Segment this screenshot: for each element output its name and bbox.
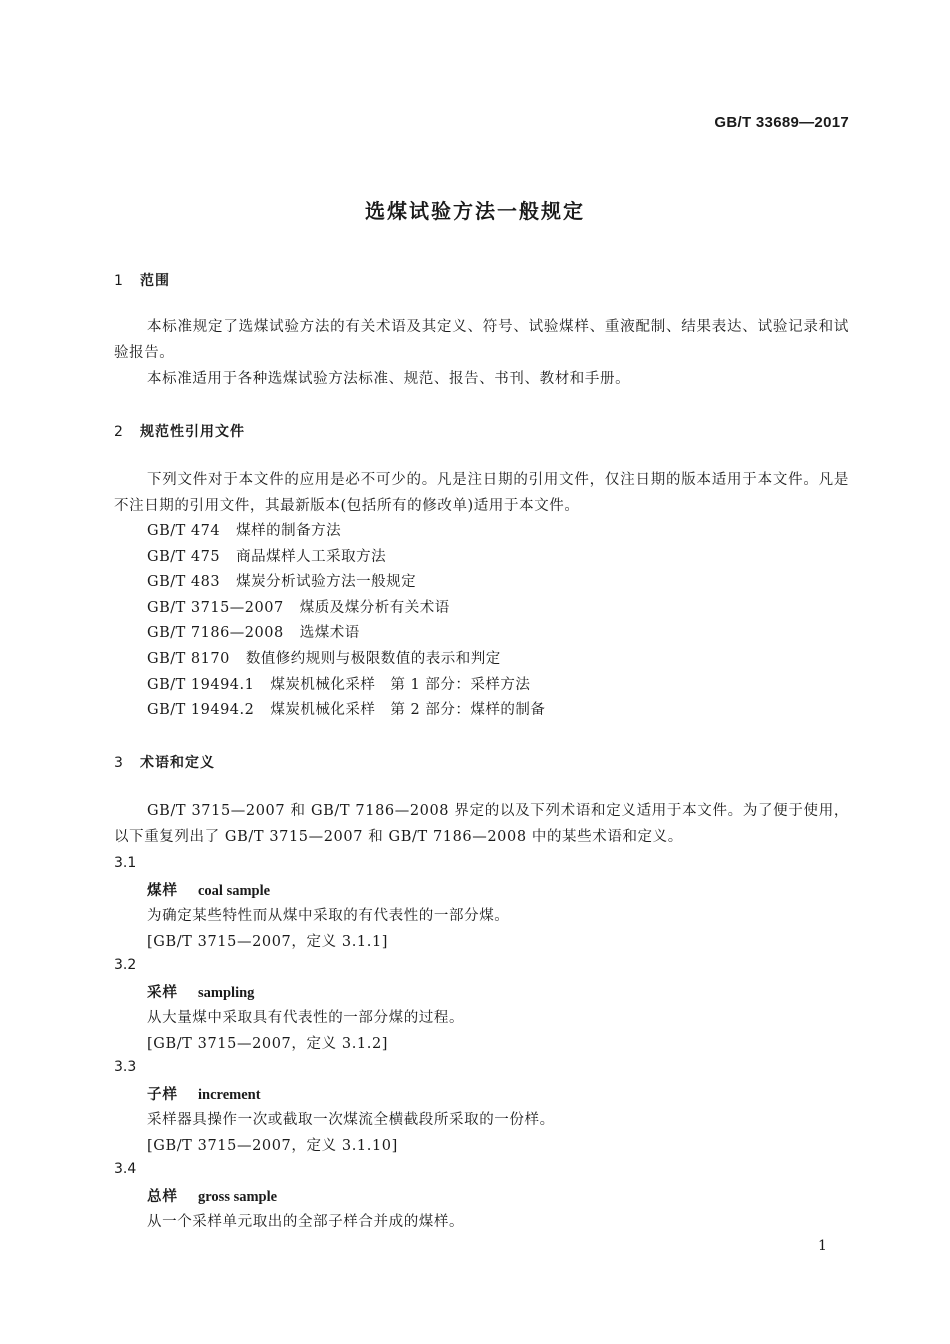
reference-item	[147, 647, 545, 673]
document-title: 选煤试验方法一般规定	[365, 199, 585, 223]
section-2-heading	[114, 421, 245, 441]
term-zh: 采样	[147, 985, 178, 1001]
reference-title: 煤样的制备方法	[236, 523, 342, 539]
reference-item	[147, 519, 545, 545]
reference-code: GB/T 19494.1	[147, 676, 255, 693]
term-en: gross sample	[198, 1189, 278, 1205]
term-number: 3.2	[114, 957, 137, 973]
reference-title: 商品煤样人工采取方法	[236, 548, 387, 565]
reference-code: GB/T 7186—2008	[147, 625, 284, 642]
term-definition: 采样器具操作一次或截取一次煤流全横截段所采取的一份样。	[147, 1112, 555, 1128]
section-3-intro: GB/T 3715—2007 和 GB/T 7186—2008 界定的以及下列术语和定义适用于本文件。为了便于使用，以下重复列出了 GB/T 3715—2007 和 GB/T 7186—2008 中的某些术语和定义。	[114, 803, 849, 845]
term-definition: 为确定某些特性而从煤中采取的有代表性的一部分煤。	[147, 908, 510, 924]
reference-title: 煤炭机械化采样 第 2 部分：煤样的制备	[270, 702, 546, 719]
section-1-heading	[114, 270, 170, 290]
reference-title: 煤炭分析试验方法一般规定	[236, 574, 417, 591]
reference-code: GB/T 19494.2	[147, 702, 255, 719]
standard-code: GB/T 33689—2017	[714, 114, 849, 131]
page-number: 1	[818, 1238, 827, 1254]
reference-title: 煤质及煤分析有关术语	[299, 599, 450, 616]
reference-item	[147, 545, 545, 571]
term-definition: 从大量煤中采取具有代表性的一部分煤的过程。	[147, 1010, 465, 1026]
term-en: sampling	[198, 985, 255, 1001]
term-number: 3.1	[114, 855, 137, 871]
reference-code: GB/T 475	[147, 548, 221, 565]
section-title: 规范性引用文件	[140, 424, 245, 440]
term-definition: 从一个采样单元取出的全部子样合并成的煤样。	[147, 1214, 465, 1230]
term-zh: 煤样	[147, 883, 178, 899]
reference-list	[147, 519, 545, 724]
reference-item	[147, 698, 545, 724]
section-1-paragraph: 本标准规定了选煤试验方法的有关术语及其定义、符号、试验煤样、重液配制、结果表达、试验记录和试验报告。	[114, 319, 849, 361]
reference-code: GB/T 8170	[147, 650, 230, 667]
term-source: [GB/T 3715—2007，定义 3.1.2]	[147, 1036, 389, 1052]
reference-title: 选煤术语	[299, 625, 360, 642]
section-title: 术语和定义	[140, 755, 215, 771]
term-en: increment	[198, 1087, 261, 1103]
term-source: [GB/T 3715—2007，定义 3.1.1]	[147, 934, 389, 950]
term-zh: 总样	[147, 1189, 178, 1205]
reference-code: GB/T 3715—2007	[147, 599, 284, 616]
term-heading	[147, 981, 254, 1002]
term-heading	[147, 1185, 277, 1206]
term-number: 3.4	[114, 1161, 137, 1177]
reference-item	[147, 673, 545, 699]
reference-title: 数值修约规则与极限数值的表示和判定	[245, 650, 501, 667]
section-number: 1	[114, 273, 124, 289]
term-number: 3.3	[114, 1059, 137, 1075]
term-source: [GB/T 3715—2007，定义 3.1.10]	[147, 1138, 398, 1154]
reference-item	[147, 596, 545, 622]
term-en: coal sample	[198, 883, 271, 899]
reference-code: GB/T 474	[147, 523, 221, 539]
term-heading	[147, 879, 270, 900]
reference-code: GB/T 483	[147, 574, 221, 591]
section-title: 范围	[140, 273, 170, 289]
section-number: 2	[114, 424, 124, 440]
reference-title: 煤炭机械化采样 第 1 部分：采样方法	[270, 676, 531, 693]
section-number: 3	[114, 755, 124, 771]
term-heading	[147, 1083, 261, 1104]
section-2-intro: 下列文件对于本文件的应用是必不可少的。凡是注日期的引用文件，仅注日期的版本适用于本文件。凡是不注日期的引用文件，其最新版本(包括所有的修改单)适用于本文件。	[114, 472, 849, 514]
term-zh: 子样	[147, 1087, 178, 1103]
section-3-heading	[114, 752, 215, 772]
reference-item	[147, 570, 545, 596]
section-1-paragraph: 本标准适用于各种选煤试验方法标准、规范、报告、书刊、教材和手册。	[147, 371, 631, 387]
reference-item	[147, 621, 545, 647]
